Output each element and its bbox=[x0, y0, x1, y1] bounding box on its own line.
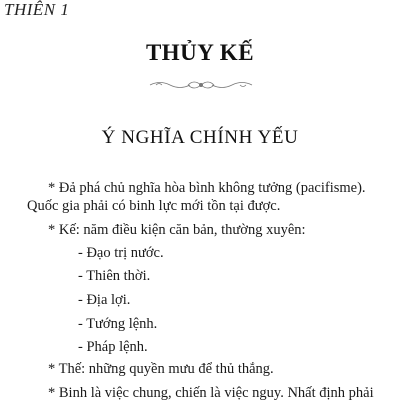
list-item: - Thiên thời. bbox=[78, 268, 151, 284]
list-item: - Pháp lệnh. bbox=[78, 339, 148, 355]
section-title: Ý NGHĨA CHÍNH YẾU bbox=[101, 127, 299, 148]
paragraph-line: * Đả phá chủ nghĩa hòa bình không tưởng (pacifisme). bbox=[48, 180, 366, 196]
paragraph-line: * Binh là việc chung, chiến là việc nguy. Nhất định phải bbox=[48, 385, 374, 401]
decorative-flourish-icon bbox=[148, 78, 254, 92]
chapter-title: THỦY KẾ bbox=[145, 40, 255, 65]
paragraph-line: * Kế: năm điều kiện căn bản, thường xuyên: bbox=[48, 222, 306, 238]
list-item: - Tướng lệnh. bbox=[78, 316, 158, 332]
chapter-label: THIÊN 1 bbox=[4, 0, 70, 19]
list-item: - Địa lợi. bbox=[78, 292, 131, 308]
list-item: - Đạo trị nước. bbox=[78, 245, 164, 261]
paragraph-line: * Thế: những quyền mưu để thủ thắng. bbox=[48, 361, 274, 377]
paragraph-line: Quốc gia phải có binh lực mới tồn tại được. bbox=[27, 198, 281, 214]
